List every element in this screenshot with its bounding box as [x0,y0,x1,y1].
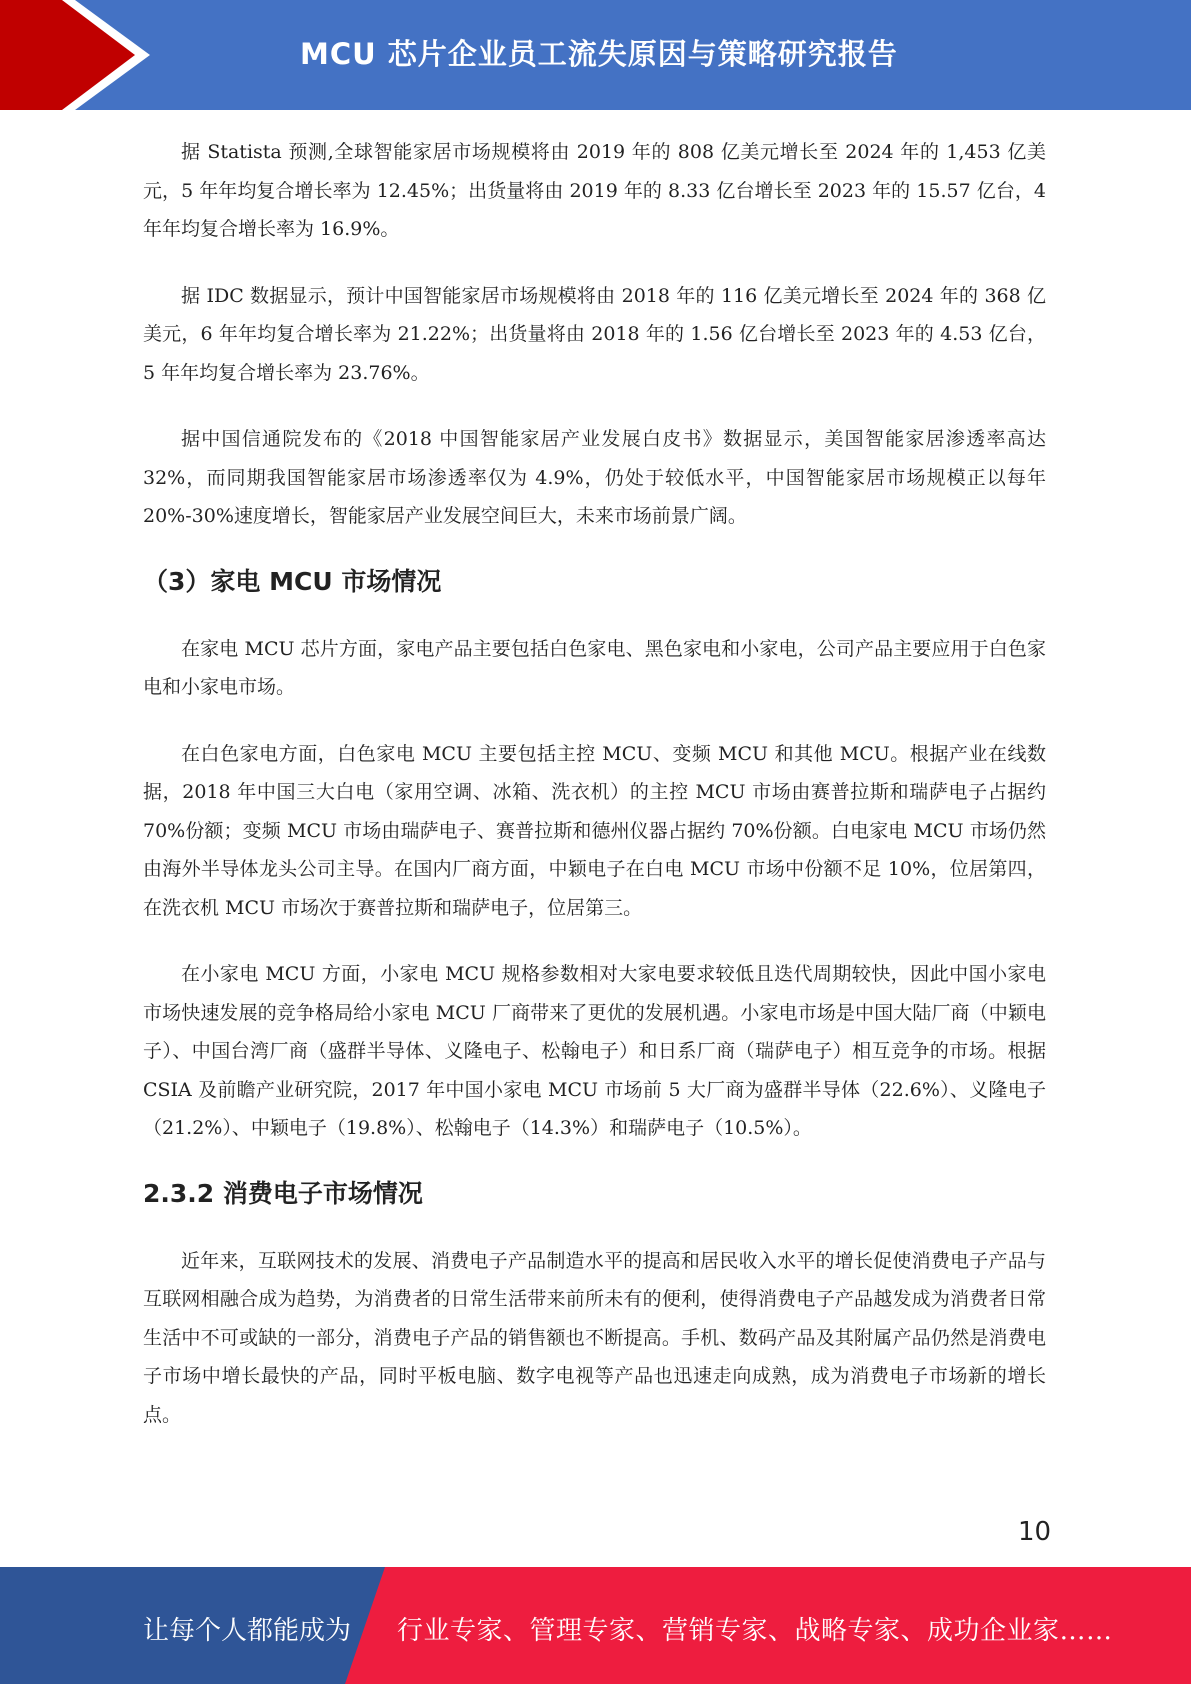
paragraph: 在白色家电方面，白色家电 MCU 主要包括主控 MCU、变频 MCU 和其他 MCU。根据产业在线数据，2018 年中国三大白电（家用空调、冰箱、洗衣机）的主控 MCU 市场由赛普拉斯和瑞萨电子占据约 70%份额；变频 MCU 市场由瑞萨电子、赛普拉斯和德州仪器占据约 70%份额。白电家电 MCU 市场仍然由海外半导体龙头公司主导。在国内厂商方面，中颖电子在白电 MCU 市场中份额不足 10%，位居第四，在洗衣机 MCU 市场次于赛普拉斯和瑞萨电子，位居第三。 [143,742,1046,919]
page-number: 10 [1018,1517,1052,1547]
page-footer [0,1567,1191,1684]
page-header [0,0,1191,110]
section-heading: 2.3.2 消费电子市场情况 [143,1178,423,1208]
footer-slogan-left: 让每个人都能成为 [143,1616,352,1646]
section-heading: （3）家电 MCU 市场情况 [143,566,442,596]
footer-slogan-right: 行业专家、管理专家、营销专家、战略专家、成功企业家…… [397,1616,1113,1646]
paragraph: 在家电 MCU 芯片方面，家电产品主要包括白色家电、黑色家电和小家电，公司产品主要应用于白色家电和小家电市场。 [143,637,1046,698]
paragraph: 在小家电 MCU 方面，小家电 MCU 规格参数相对大家电要求较低且迭代周期较快，因此中国小家电市场快速发展的竞争格局给小家电 MCU 厂商带来了更优的发展机遇。小家电市场是中国大陆厂商（中颖电子）、中国台湾厂商（盛群半导体、义隆电子、松翰电子）和日系厂商（瑞萨电子）相互竞争的市场。根据 CSIA 及前瞻产业研究院，2017 年中国小家电 MCU 市场前 5 大厂商为盛群半导体（22.6%）、义隆电子（21.2%）、中颖电子（19.8%）、松翰电子（14.3%）和瑞萨电子（10.5%）。 [143,963,1046,1139]
document-body [143,133,1046,1462]
paragraph: 近年来，互联网技术的发展、消费电子产品制造水平的提高和居民收入水平的增长促使消费电子产品与互联网相融合成为趋势，为消费者的日常生活带来前所未有的便利，使得消费电子产品越发成为消费者日常生活中不可或缺的一部分，消费电子产品的销售额也不断提高。手机、数码产品及其附属产品仍然是消费电子市场中增长最快的产品，同时平板电脑、数字电视等产品也迅速走向成熟，成为消费电子市场新的增长点。 [143,1249,1046,1426]
paragraph: 据中国信通院发布的《2018 中国智能家居产业发展白皮书》数据显示，美国智能家居渗透率高达 32%，而同期我国智能家居市场渗透率仅为 4.9%，仍处于较低水平，中国智能家居市场规模正以每年 20%-30%速度增长，智能家居产业发展空间巨大，未来市场前景广阔。 [143,428,1046,527]
paragraph: 据 Statista 预测,全球智能家居市场规模将由 2019 年的 808 亿美元增长至 2024 年的 1,453 亿美元，5 年年均复合增长率为 12.45%；出货量将由 2019 年的 8.33 亿台增长至 2023 年的 15.57 亿台，4 年年均复合增长率为 16.9%。 [143,141,1046,240]
report-title: MCU 芯片企业员工流失原因与策略研究报告 [300,37,898,71]
header-arrow-decoration [0,0,150,110]
paragraph: 据 IDC 数据显示，预计中国智能家居市场规模将由 2018 年的 116 亿美元增长至 2024 年的 368 亿美元，6 年年均复合增长率为 21.22%；出货量将由 2018 年的 1.56 亿台增长至 2023 年的 4.53 亿台，5 年年均复合增长率为 23.76%。 [143,284,1046,384]
